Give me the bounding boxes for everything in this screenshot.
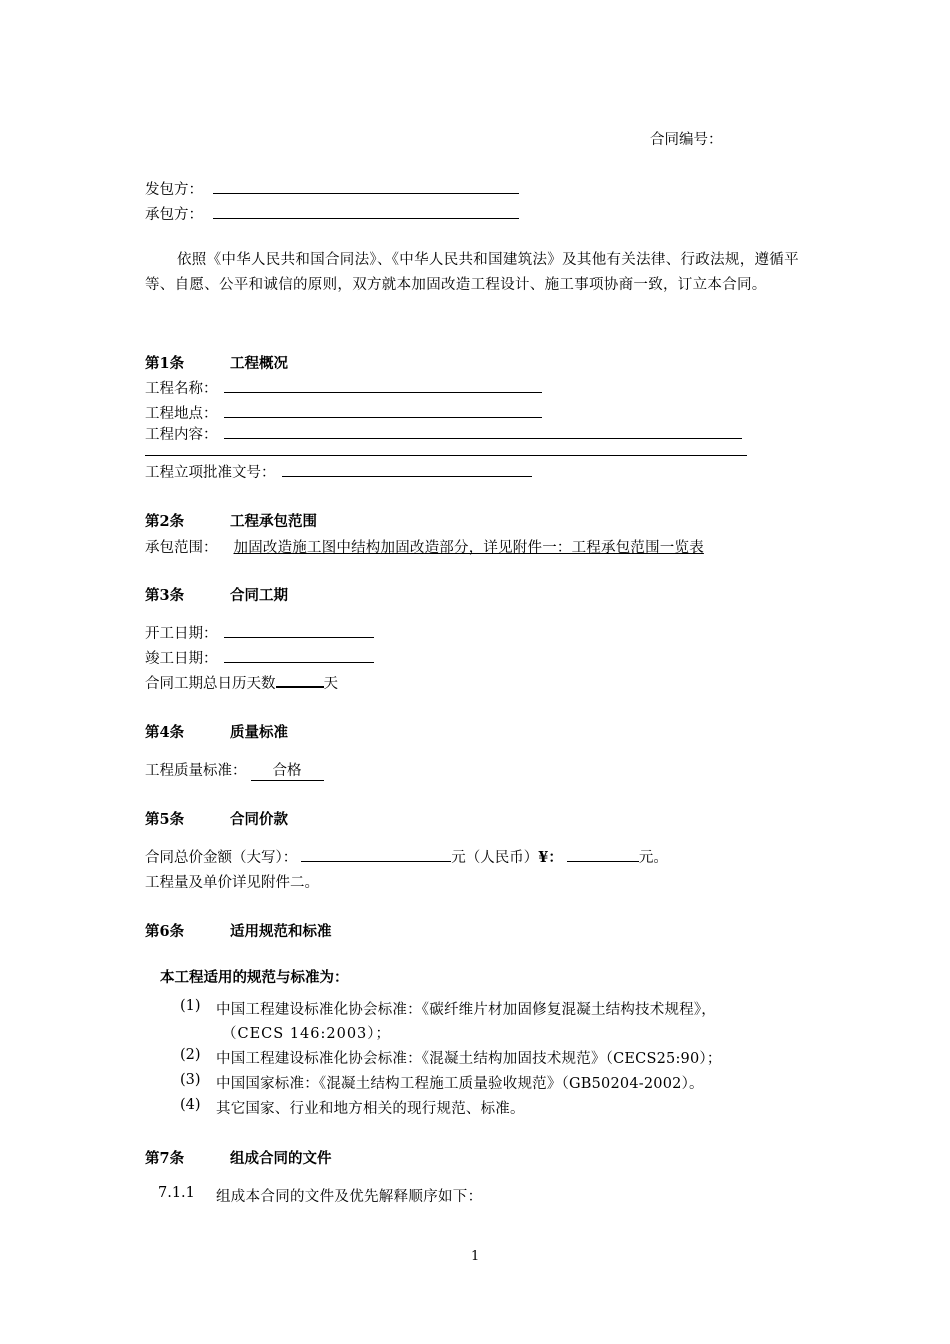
scope-value: 加固改造施工图中结构加固改造部分，详见附件一：工程承包范围一览表 <box>233 540 704 556</box>
article-3-number: 第3条 <box>145 587 185 604</box>
standards-subtitle: 本工程适用的规范与标准为： <box>160 969 349 986</box>
start-date-row <box>145 622 374 643</box>
standard-item-2-line1: 中国工程建设标准化协会标准：《混凝土结构加固技术规范》（CECS25:90）； <box>216 1051 722 1067</box>
project-content-blank-line2 <box>145 442 747 456</box>
scope-row <box>145 536 704 557</box>
clause-7-1-1-text: 组成本合同的文件及优先解释顺序如下： <box>216 1189 483 1205</box>
total-days-blank <box>276 672 324 688</box>
total-days-label: 合同工期总日历天数 <box>145 676 276 692</box>
quality-row <box>145 759 324 781</box>
start-date-label: 开工日期： <box>145 626 218 642</box>
intro-paragraph: 依照《中华人民共和国合同法》、《中华人民共和国建筑法》及其他有关法律、行政法规，遵循平等、自愿、公平和诚信的原则，双方就本加固改造工程设计、施工事项协商一致，订立本合同。 <box>145 252 799 293</box>
project-location-blank <box>224 403 542 418</box>
price-words-blank <box>301 847 451 862</box>
project-content-label: 工程内容： <box>145 427 218 443</box>
price-detail: 工程量及单价详见附件二。 <box>145 875 319 891</box>
project-name-blank <box>224 378 542 393</box>
total-days-row <box>145 672 338 693</box>
price-end-label: 元。 <box>638 850 668 866</box>
clause-7-1-1-number: 7.1.1 <box>158 1185 195 1201</box>
yen-label: ¥： <box>538 849 563 866</box>
project-content-blank <box>224 424 742 439</box>
total-days-unit: 天 <box>323 676 338 692</box>
article-4-title: 质量标准 <box>230 724 288 741</box>
standard-item-4-number: (4) <box>180 1097 201 1113</box>
article-6-number: 第6条 <box>145 923 185 940</box>
price-figure-blank <box>567 847 639 862</box>
article-1-number: 第1条 <box>145 355 185 372</box>
start-date-blank <box>224 623 374 638</box>
end-date-blank <box>224 648 374 663</box>
employer-row <box>145 178 519 199</box>
article-2-number: 第2条 <box>145 513 185 530</box>
standard-item-4-line1: 其它国家、行业和地方相关的现行规范、标准。 <box>216 1101 525 1117</box>
scope-label: 承包范围： <box>145 540 218 556</box>
article-6-title: 适用规范和标准 <box>230 923 332 940</box>
price-mid-label: 元（人民币） <box>451 850 539 866</box>
approval-row <box>145 461 532 482</box>
article-5-number: 第5条 <box>145 811 185 828</box>
standard-item-3-line1: 中国国家标准：《混凝土结构工程施工质量验收规范》（GB50204-2002）。 <box>216 1076 704 1092</box>
standard-item-1-number: (1) <box>180 998 201 1014</box>
standard-item-1-line1: 中国工程建设标准化协会标准：《碳纤维片材加固修复混凝土结构技术规程》， <box>216 1002 716 1018</box>
approval-blank <box>282 462 532 477</box>
project-location-label: 工程地点： <box>145 406 218 422</box>
contractor-blank <box>213 204 519 219</box>
employer-blank <box>213 179 519 194</box>
project-name-row <box>145 377 542 398</box>
quality-value: 合格 <box>251 759 324 781</box>
project-location-row <box>145 402 542 423</box>
price-row <box>145 846 668 867</box>
article-1-title: 工程概况 <box>230 355 288 372</box>
quality-label: 工程质量标准： <box>145 763 247 779</box>
end-date-row <box>145 647 374 668</box>
page-number: 1 <box>471 1249 480 1264</box>
article-3-title: 合同工期 <box>230 587 288 604</box>
article-2-title: 工程承包范围 <box>230 513 317 530</box>
standard-item-2-number: (2) <box>180 1047 201 1063</box>
contract-number-label: 合同编号： <box>650 132 723 148</box>
project-content-row <box>145 423 742 444</box>
end-date-label: 竣工日期： <box>145 651 218 667</box>
employer-label: 发包方： <box>145 182 203 198</box>
article-4-number: 第4条 <box>145 724 185 741</box>
contractor-row <box>145 203 519 224</box>
project-name-label: 工程名称： <box>145 381 218 397</box>
article-5-title: 合同价款 <box>230 811 288 828</box>
approval-label: 工程立项批准文号： <box>145 465 276 481</box>
standard-item-3-number: (3) <box>180 1072 201 1088</box>
article-7-number: 第7条 <box>145 1150 185 1167</box>
price-label: 合同总价金额（大写）： <box>145 850 298 866</box>
article-7-title: 组成合同的文件 <box>230 1150 332 1167</box>
standard-item-1-line2: （CECS 146:2003）； <box>222 1026 392 1042</box>
contractor-label: 承包方： <box>145 207 203 223</box>
